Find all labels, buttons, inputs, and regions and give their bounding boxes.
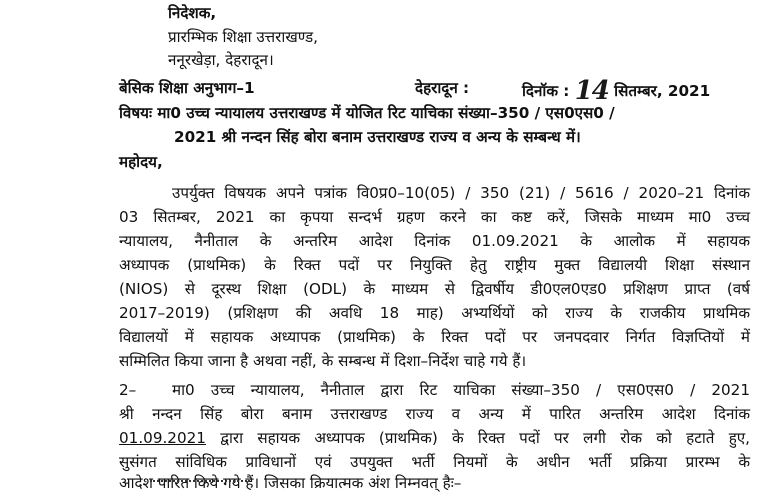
subject-line-1: विषयः मा0 उच्च न्यायालय उत्तराखण्ड में योजित रिट याचिका संख्या–350 / एस0एस0 / — [119, 104, 615, 122]
para2-line: मा0 उच्च न्यायालय, नैनीताल द्वारा रिट याचिका संख्या–350 / एस0एस0 / 2021 — [172, 381, 750, 399]
para1-line: 03 सितम्बर, 2021 का कृपया सन्दर्भ ग्रहण करने का कष्ट करें, जिसके माध्यम मा0 उच्च — [119, 208, 750, 226]
para2-line: आदेश पारित किये गये हैं। जिसका क्रियात्मक अंश निम्नवत् हैः– — [119, 474, 462, 492]
para1-line: सम्मिलित किया जाना है अथवा नहीं, के सम्बन्ध में दिशा–निर्देश चाहे गये हैं। — [119, 352, 527, 370]
para1-line: विद्यालयों में सहायक अध्यापक (प्राथमिक) के रिक्त पदों पर जनपदवार निर्गत विज्ञप्तियों में — [119, 328, 750, 346]
para1-line: (NIOS) से दूरस्थ शिक्षा (ODL) के माध्यम से द्विवर्षीय डी0एल0एड0 प्रशिक्षण प्राप्त (वर्ष — [119, 280, 750, 298]
para1-line: अध्यापक (प्राथमिक) के रिक्त पदों पर नियुक्ति हेतु राष्ट्रीय मुक्त विद्यालयी शिक्षा संस्थान — [119, 256, 750, 274]
addressee-office: प्रारम्भिक शिक्षा उत्तराखण्ड, — [168, 28, 318, 46]
order-date-underlined: 01.09.2021 — [119, 429, 206, 447]
subject-line-2: 2021 श्री नन्दन सिंह बोरा बनाम उत्तराखण्ड राज्य व अन्य के सम्बन्ध में। — [174, 128, 581, 146]
addressee-location: ननूरखेड़ा, देहरादून। — [168, 51, 274, 69]
date-label: दिनॉक : — [522, 82, 570, 100]
addressee-title: निदेशक, — [168, 4, 217, 22]
para1-line: न्यायालय, नैनीताल के अन्तरिम आदेश दिनांक 01.09.2021 के आलोक में सहायक — [119, 232, 750, 250]
section-name: बेसिक शिक्षा अनुभाग–1 — [119, 79, 255, 97]
date-line — [522, 76, 711, 106]
dotted-continuation — [150, 480, 250, 482]
para2-line — [119, 428, 750, 448]
salutation: महोदय, — [119, 153, 163, 171]
para2-number: 2– — [119, 381, 137, 399]
para2-line-rest: द्वारा सहायक अध्यापक (प्राथमिक) के रिक्त पदों पर लगी रोक को हटाते हुए, — [205, 429, 750, 447]
para1-line: उपर्युक्त विषयक अपने पत्रांक वि0प्र0–10(05) / 350 (21) / 5616 / 2020–21 दिनांक — [172, 184, 750, 202]
para2-line: सुसंगत सांविधिक प्राविधानों एवं उपयुक्त भर्ती नियमों के अधीन भर्ती प्रक्रिया प्रारम्भ के — [119, 453, 750, 471]
date-month-year: सितम्बर, 2021 — [614, 82, 711, 100]
place: देहरादून : — [415, 79, 470, 97]
para1-line: 2017–2019) (प्रशिक्षण की अवधि 18 माह) अभ्यर्थियों को राज्य के राजकीय प्राथमिक — [119, 304, 750, 322]
handwritten-date-day: 14 — [574, 76, 609, 106]
para2-line: श्री नन्दन सिंह बोरा बनाम उत्तराखण्ड राज्य व अन्य में पारित अन्तरिम आदेश दिनांक — [119, 405, 750, 423]
